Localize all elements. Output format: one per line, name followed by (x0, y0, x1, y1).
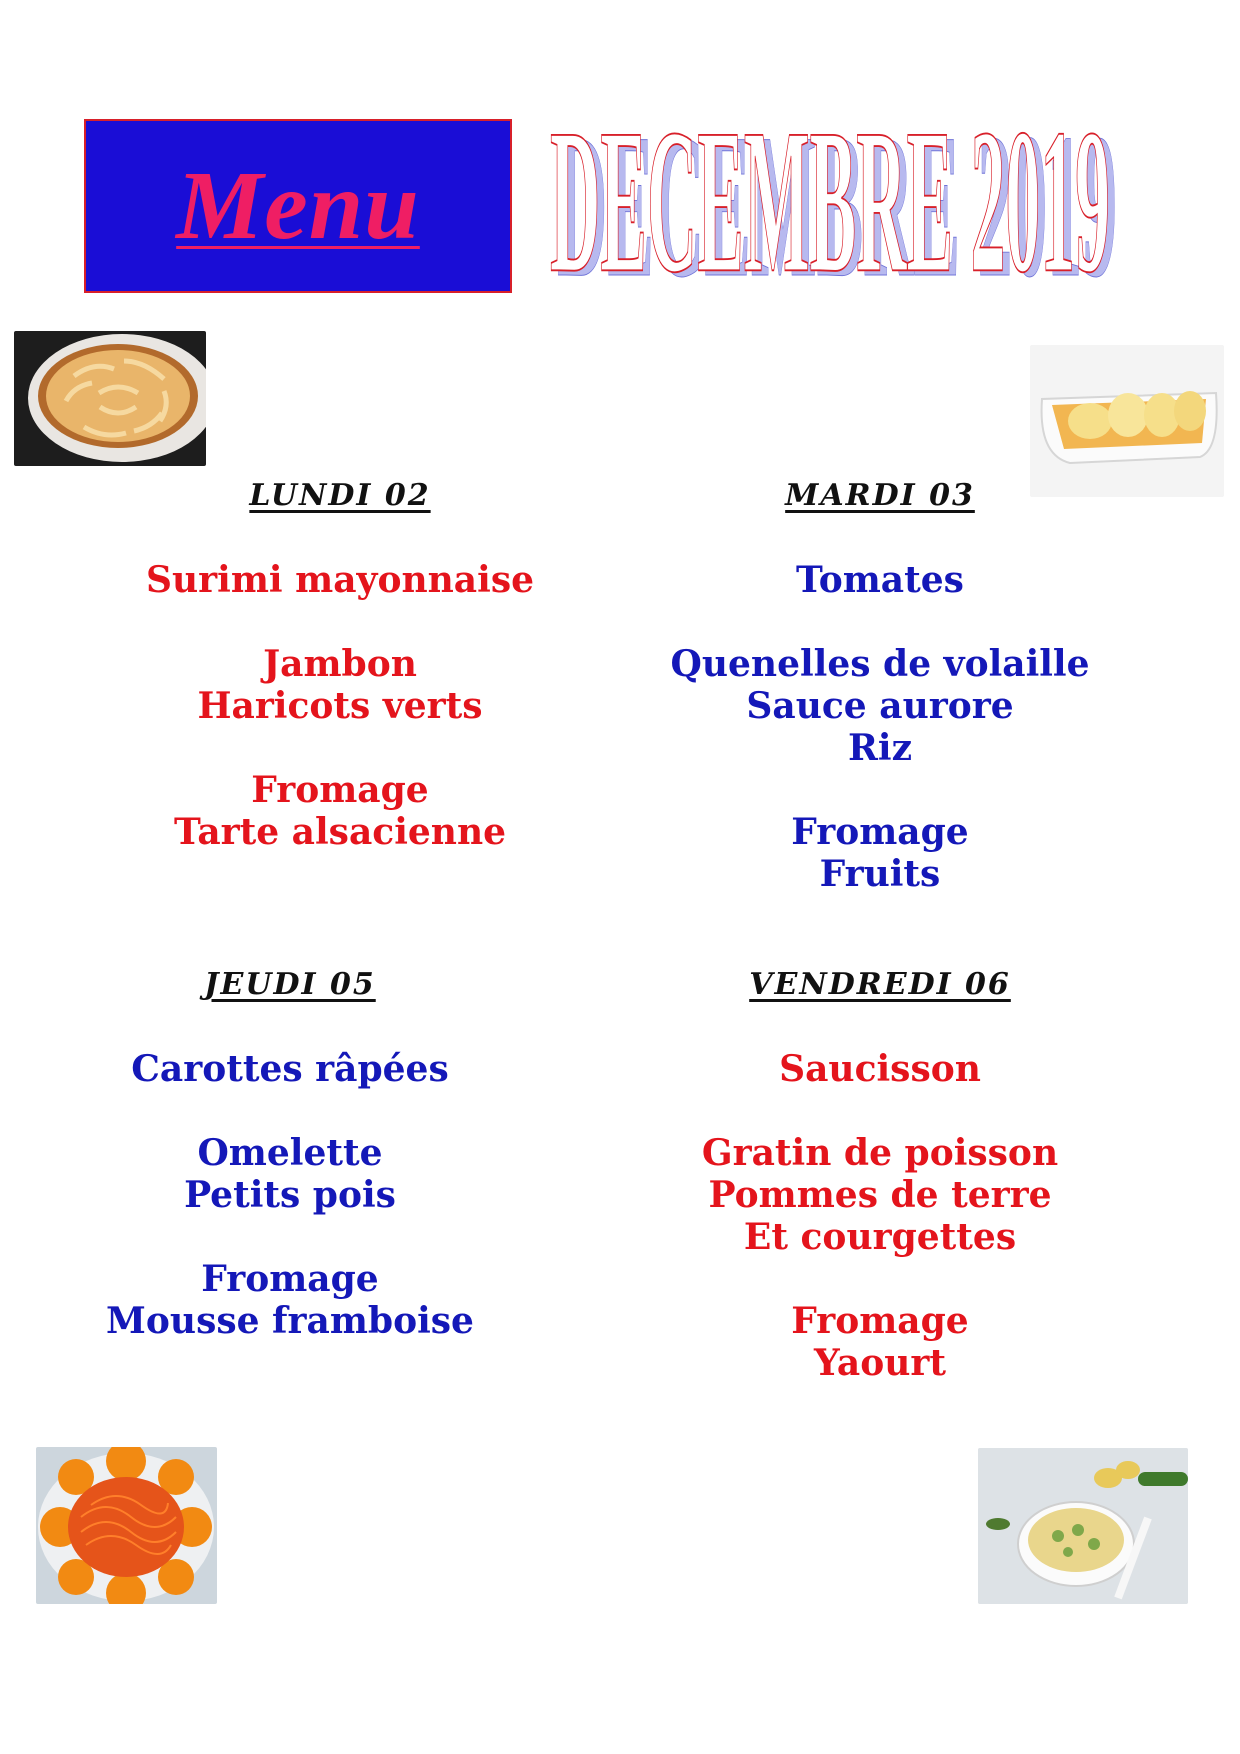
month-title (540, 126, 1125, 341)
course-dessert: Tarte alsacienne (173, 811, 507, 853)
month-title-front: DECEMBRE 2019 (550, 126, 1110, 316)
day-heading: MARDI 03 (785, 478, 975, 513)
course-dessert: Mousse framboise (106, 1300, 474, 1342)
course-main: Omelette (197, 1132, 383, 1174)
course-starter: Saucisson (779, 1048, 981, 1090)
course-side: Haricots verts (197, 685, 483, 727)
course-cheese: Fromage (791, 1300, 969, 1342)
fish-gratin-photo (978, 1448, 1188, 1604)
day-tuesday (660, 478, 1100, 895)
day-heading: JEUDI 05 (204, 967, 376, 1002)
course-dessert: Yaourt (813, 1342, 946, 1384)
course-starter: Surimi mayonnaise (146, 559, 534, 601)
day-heading: VENDREDI 06 (749, 967, 1011, 1002)
course-side: Petits pois (184, 1174, 396, 1216)
course-starter: Carottes râpées (131, 1048, 449, 1090)
day-friday (660, 967, 1100, 1384)
course-cheese: Fromage (201, 1258, 379, 1300)
menu-banner (84, 119, 512, 293)
quenelles-dish-photo (1030, 345, 1224, 497)
grated-carrots-photo (36, 1447, 217, 1604)
course-main: Gratin de poisson (701, 1132, 1059, 1174)
day-thursday (70, 967, 510, 1342)
day-heading: LUNDI 02 (249, 478, 431, 513)
course-main: Jambon (263, 643, 417, 685)
menu-title: Menu (176, 152, 420, 260)
course-side: Pommes de terre (708, 1174, 1052, 1216)
course-starter: Tomates (796, 559, 964, 601)
month-title-shadow: DECEMBRE 2019 (557, 126, 1117, 321)
course-sauce: Sauce aurore (746, 685, 1014, 727)
course-dessert: Fruits (819, 853, 941, 895)
course-cheese: Fromage (251, 769, 429, 811)
day-monday (120, 478, 560, 853)
course-main: Quenelles de volaille (670, 643, 1090, 685)
course-side-extra: Et courgettes (743, 1216, 1017, 1258)
course-cheese: Fromage (791, 811, 969, 853)
course-side: Riz (847, 727, 913, 769)
apple-tart-photo (14, 331, 206, 466)
